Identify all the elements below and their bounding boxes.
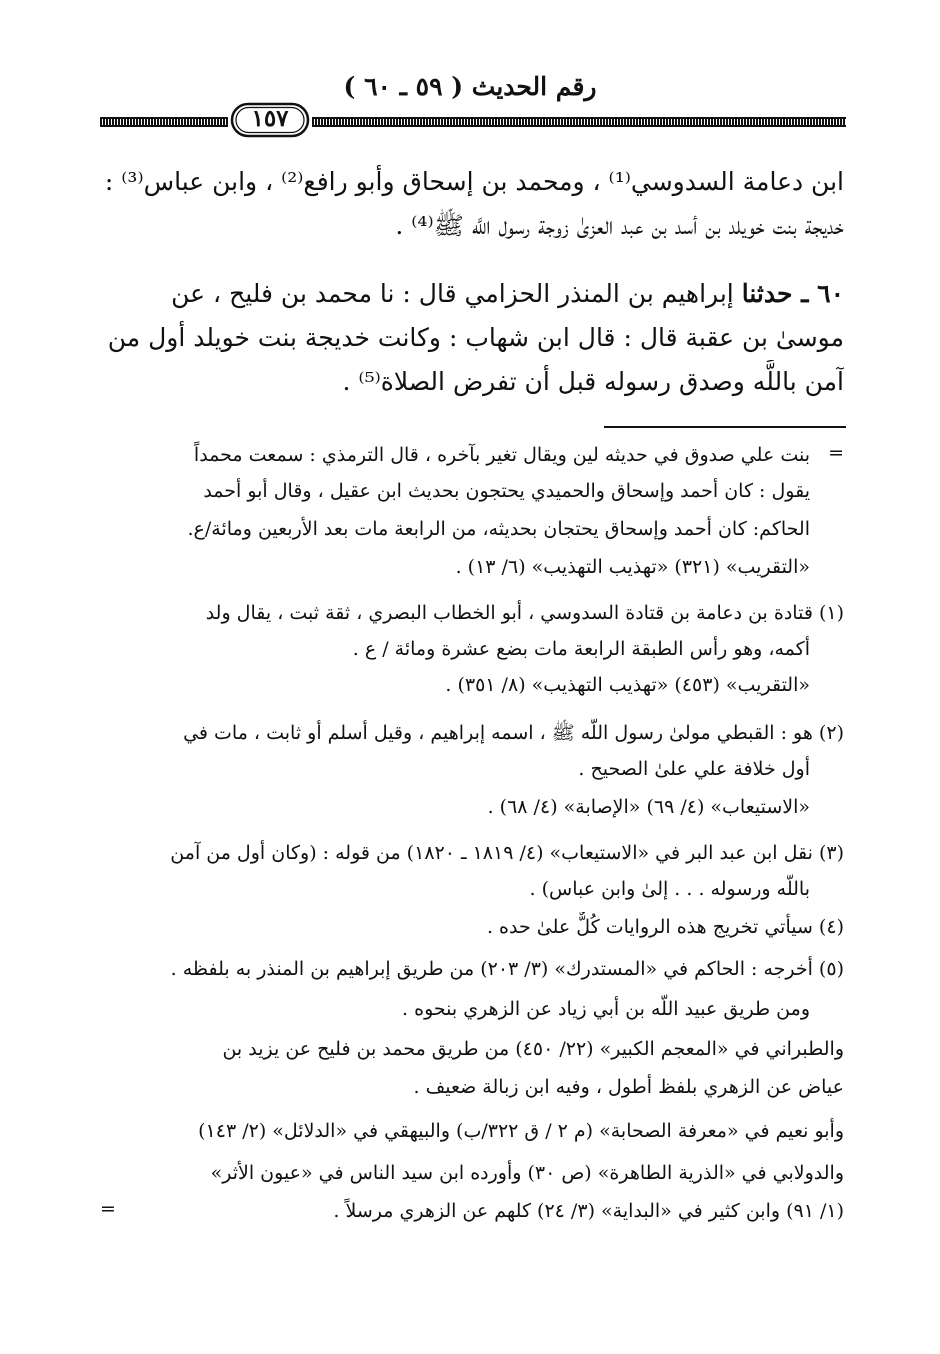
body-line: خديجة بنت خويلد بن أسد بن عبد العزىٰ زوجة رسول اللَّه ﷺ⁽⁴⁾ . (395, 211, 844, 240)
footnote-line: أكمه، وهو رأس الطبقة الرابعة مات بضع عشرة ومائة / ع . (352, 638, 810, 660)
footnote-line: والدولابي في «الذرية الطاهرة» (ص ٣٠) وأورده ابن سيد الناس في «عيون الأثر» (210, 1162, 844, 1184)
continuation-mark-top: = (828, 442, 844, 464)
body-line: ابن دعامة السدوسي⁽¹⁾ ، ومحمد بن إسحاق وأبو رافع⁽²⁾ ، وابن عباس⁽³⁾ : (104, 167, 844, 196)
footnote-line: (٢) هو : القبطي مولىٰ رسول اللَّه ﷺ ، اسمه إبراهيم ، وقيل أسلم أو ثابت ، مات في (183, 722, 844, 744)
footnote-line: وأبو نعيم في «معرفة الصحابة» (م ٢ / ق ٣٢٢/ب) والبيهقي في «الدلائل» (٢/ ١٤٣) (198, 1120, 844, 1142)
footnote-line: (٤) سيأتي تخريج هذه الروايات كُلٌّ علىٰ حده . (486, 916, 844, 938)
footnote-line: «التقريب» (٤٥٣) «تهذيب التهذيب» (٨/ ٣٥١) . (445, 674, 810, 696)
body-line-fragment: إبراهيم بن المنذر الحزامي قال : نا محمد بن فليح ، عن (171, 279, 742, 308)
page-number: ١٥٧ (251, 105, 289, 132)
footnote-line: يقول : كان أحمد وإسحاق والحميدي يحتجون بحديث ابن عقيل ، وقال أبو أحمد (203, 480, 810, 502)
footnote-line: أول خلافة علي علىٰ الصحيح . (578, 758, 810, 780)
footnote-line: بنت علي صدوق في حديثه لين ويقال تغير بآخره ، قال الترمذي : سمعت محمداً (193, 444, 810, 466)
body-line: موسىٰ بن عقبة قال : قال ابن شهاب : وكانت خديجة بنت خويلد أول من (107, 323, 844, 352)
footnote-line: والطبراني في «المعجم الكبير» (٢٢/ ٤٥٠) من طريق محمد بن فليح عن يزيد بن (222, 1038, 844, 1060)
footnote-line: ومن طريق عبيد اللَّه بن أبي زياد عن الزهري بنحوه . (402, 998, 810, 1020)
header-rule-right (312, 117, 846, 127)
footnote-line: (٣) نقل ابن عبد البر في «الاستيعاب» (٤/ ١٨١٩ ـ ١٨٢٠) من قوله : (وكان أول من آمن (170, 842, 844, 864)
body-line: آمن باللَّه وصدق رسوله قبل أن تفرض الصلاة⁽⁵⁾ . (342, 367, 844, 396)
continuation-mark-bottom: = (100, 1198, 116, 1220)
footnote-separator (604, 426, 846, 428)
footnote-line: (١/ ٩١) وابن كثير في «البداية» (٣/ ٢٤) كلهم عن الزهري مرسلاً . (333, 1200, 844, 1222)
header-rule-left (100, 117, 228, 127)
footnote-line: عياض عن الزهري بلفظ أطول ، وفيه ابن زبالة ضعيف . (413, 1076, 844, 1098)
footnote-line: (٥) أخرجه : الحاكم في «المستدرك» (٣/ ٢٠٣) من طريق إبراهيم بن المنذر به بلفظه . (170, 958, 844, 980)
footnote-line: «التقريب» (٣٢١) «تهذيب التهذيب» (٦/ ١٣) . (455, 556, 810, 578)
footnote-line: (١) قتادة بن دعامة بن قتادة السدوسي ، أبو الخطاب البصري ، ثقة ثبت ، يقال ولد (205, 602, 844, 624)
footnote-line: باللَّه ورسوله . . . إلىٰ وابن عباس) . (529, 878, 810, 900)
hadith-first-line (96, 272, 844, 316)
footnote-line: «الاستيعاب» (٤/ ٦٩) «الإصابة» (٤/ ٦٨) . (487, 796, 810, 818)
footnote-line: الحاكم: كان أحمد وإسحاق يحتجان بحديثه، من الرابعة مات بعد الأربعين ومائة/ع. (187, 518, 810, 540)
running-title: رقم الحديث ( ٥٩ ـ ٦٠ ) (343, 72, 597, 101)
hadith-number: ٦٠ ـ حدثنا (741, 279, 844, 308)
page-number-badge (230, 102, 310, 138)
